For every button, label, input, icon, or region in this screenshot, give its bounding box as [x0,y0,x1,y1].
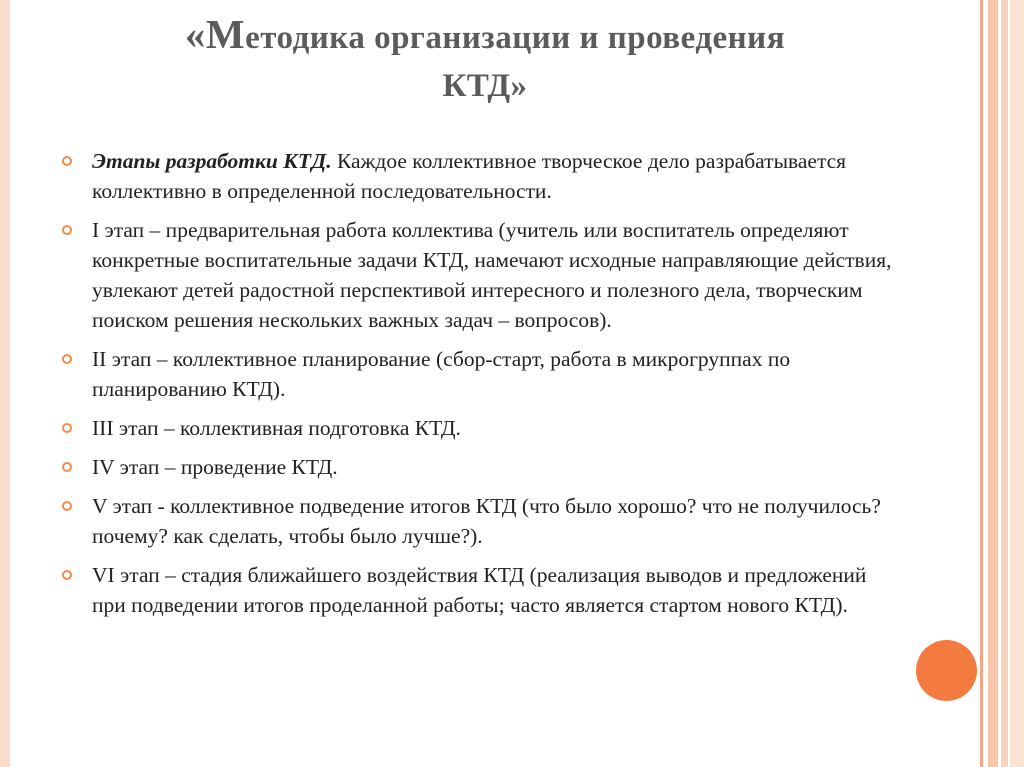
title-line2: КТД» [442,68,528,104]
item-text: V этап - коллективное подведение итогов КТД (что было хорошо? что не получилось? почему? как сделать, чтобы было лучше?). [92,494,881,548]
list-item [62,215,892,335]
list-item [62,491,892,551]
decorative-orange-circle [916,640,977,701]
list-item [62,344,892,404]
circle-outline-bullet-icon [62,570,72,580]
bullet-list [62,146,892,629]
item-text: II этап – коллективное планирование (сбор-старт, работа в микрогруппах по планированию КТД). [92,347,791,401]
item-text: IV этап – проведение КТД. [92,455,338,479]
circle-outline-bullet-icon [62,423,72,433]
circle-outline-bullet-icon [62,354,72,364]
title-first-letter: «М [184,11,246,57]
circle-outline-bullet-icon [62,225,72,235]
circle-outline-bullet-icon [62,156,72,166]
title-line1: етодика организации и проведения [245,20,786,56]
list-item [62,413,892,443]
item-text: Каждое коллективное творческое дело разрабатывается коллективно в определенной последовательности. [92,149,847,203]
circle-outline-bullet-icon [62,501,72,511]
list-item [62,560,892,620]
slide-title [40,10,930,110]
left-decorative-band [0,0,10,767]
circle-outline-bullet-icon [62,462,72,472]
item-text: III этап – коллективная подготовка КТД. [92,416,461,440]
item-text: VI этап – стадия ближайшего воздействия КТД (реализация выводов и предложений при подведении итогов проделанной работы; часто является стартом нового КТД). [92,563,867,617]
item-lead: Этапы разработки КТД. [92,149,332,173]
item-text: I этап – предварительная работа коллектива (учитель или воспитатель определяют конкретные воспитательные задачи КТД, намечают исходные направляющие действия, увлекают детей радостной перспективой интересного и полезного дела, творческим поиском решения нескольких важных задач – вопросов). [92,218,892,332]
right-decorative-stripes [980,0,1024,767]
list-item [62,452,892,482]
list-item [62,146,892,206]
